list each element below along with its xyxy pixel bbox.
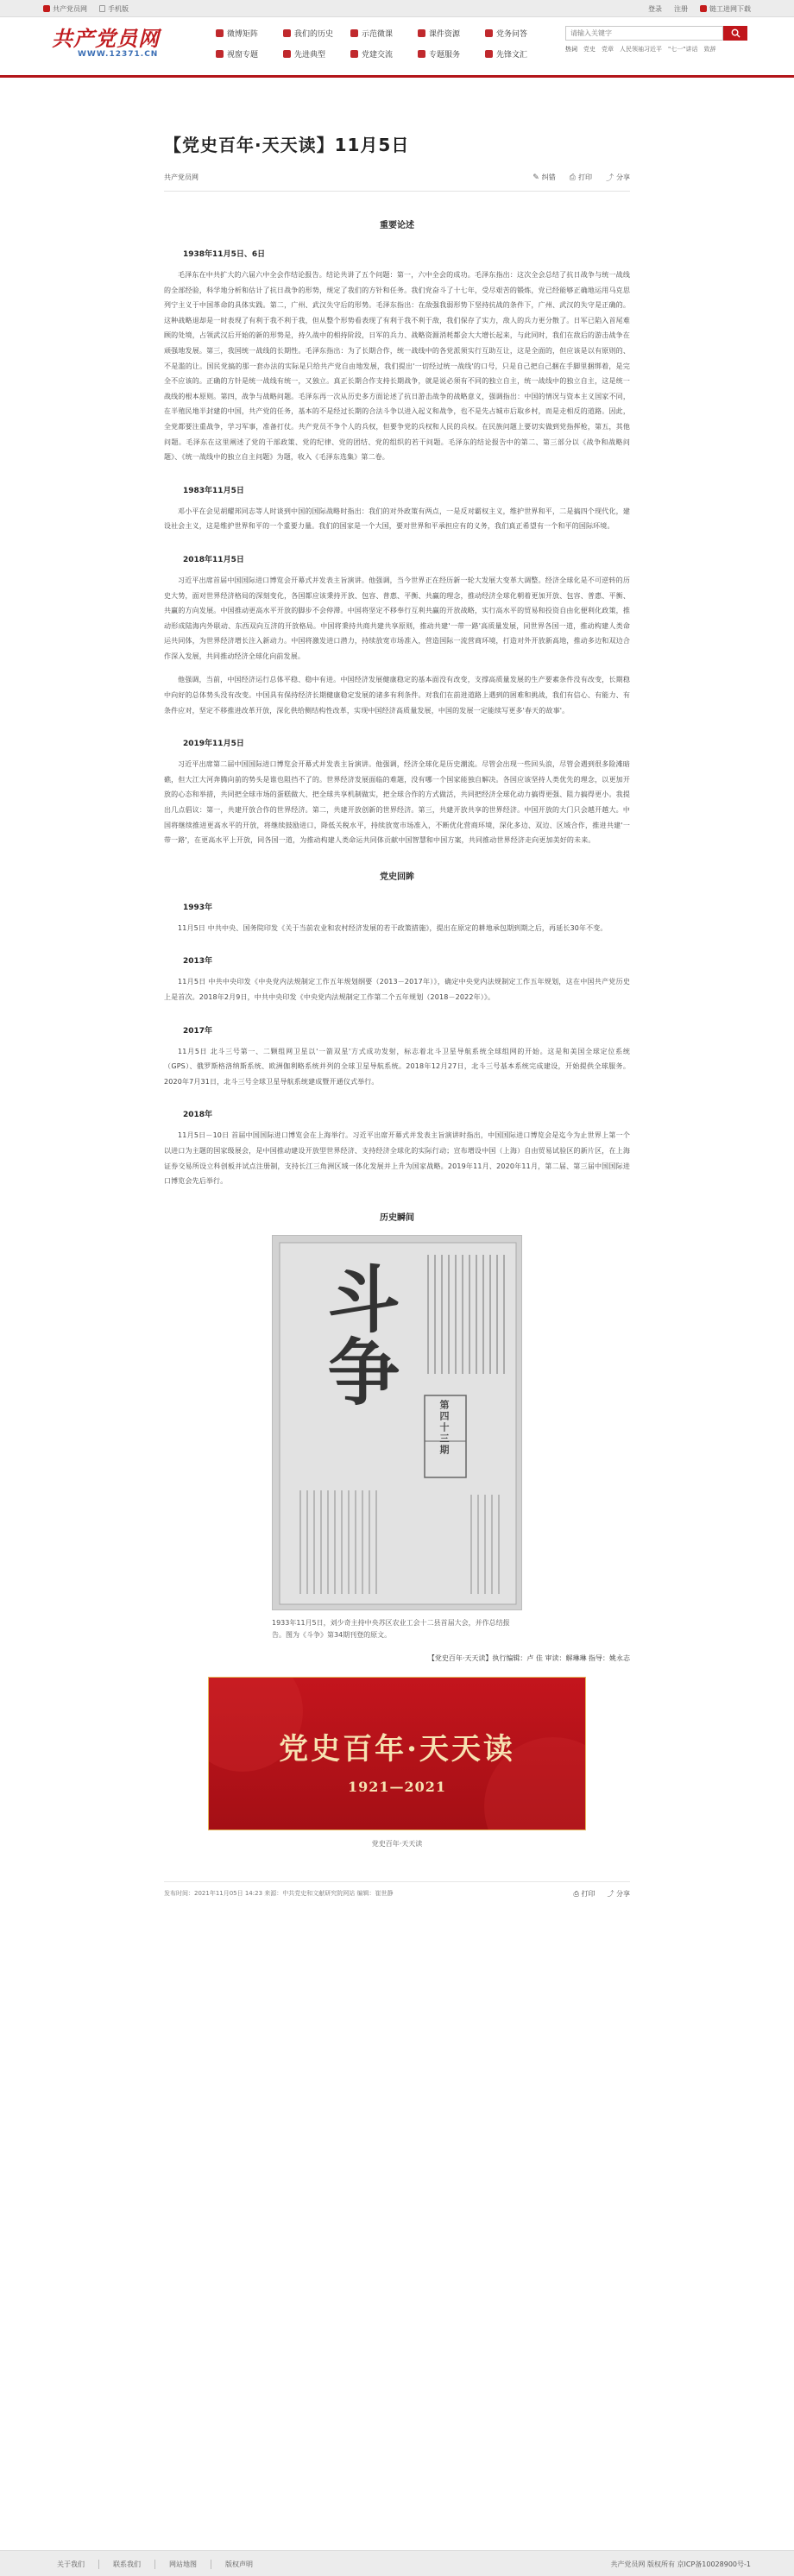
footer-share-button[interactable]: ⤴ 分享 [607, 1889, 630, 1898]
review-year: 2013年 [183, 957, 213, 967]
hot-word-link[interactable]: "七一"讲话 [668, 46, 698, 53]
article [164, 131, 630, 1899]
review-year: 1993年 [183, 903, 213, 912]
section-title-important: 重要论述 [380, 221, 414, 230]
logo-text: 共产党员网 [52, 26, 160, 51]
hot-word-link[interactable]: 党史 [583, 46, 596, 53]
hot-word-link[interactable]: 人民领袖习近平 [620, 46, 662, 53]
review-year: 2018年 [183, 1111, 213, 1120]
article-footer-meta [164, 1881, 630, 1899]
hot-word-link[interactable]: 党章 [602, 46, 614, 53]
app-icon [700, 5, 707, 12]
search-icon [731, 28, 740, 38]
party-emblem-icon [43, 5, 50, 12]
top-bar [0, 0, 794, 17]
article-meta [164, 172, 630, 192]
article-source: 共产党员网 [164, 173, 198, 181]
section-title-photo: 历史瞬间 [380, 1212, 414, 1223]
nav-icon [283, 50, 291, 58]
newspaper-issue: 第四十三期 [438, 1399, 450, 1456]
nav-item[interactable]: 我们的历史 [283, 26, 350, 40]
nav-item[interactable]: 课件资源 [418, 26, 485, 40]
review-paragraph: 11月5日 中共中央印发《中央党内法规制定工作五年规划纲要（2013－2017年）》，确定中央党内法规制定工作五年规划，这在中国共产党历史上是首次。2018年2月9日，中共中央印发《中央党内法规制定工作第二个五年规划（2018－2022年）》。 [164, 978, 630, 1001]
share-icon: ⤴ [605, 174, 614, 183]
copyright: 共产党员网 版权所有 京ICP备10028900号-1 [610, 2560, 751, 2568]
app-download-link[interactable]: 链工进网下载 [700, 4, 751, 14]
photo-caption: 1933年11月5日，刘少奇主持中央苏区农业工会十二县首届大会，并作总结报告。图为《斗争》第34期刊登的原文。 [272, 1618, 510, 1639]
nav-item[interactable]: 先锋文汇 [485, 47, 552, 60]
series-banner [208, 1677, 586, 1830]
banner-years: 1921—2021 [347, 1778, 447, 1795]
hot-words: 热词 党史 党章 人民领袖习近平 "七一"讲话 致辞 [565, 46, 716, 53]
footer-link[interactable]: 网站地图 [155, 2560, 211, 2569]
logo-url: WWW.12371.CN [78, 50, 159, 59]
event-paragraph: 他强调，当前，中国经济运行总体平稳、稳中有进。中国经济发展健康稳定的基本面没有改变，支撑高质量发展的生产要素条件没有改变，长期稳中向好的总体势头没有改变。中国具有保持经济长期健康稳定发展的诸多有利条件。对我们在前进道路上遇到的困难和挑战，我们有信心、有能力、有条件应对，坚定不移推进改革开放，深化供给侧结构性改革，实现中国经济高质量发展，中国的发展一定能续写更多'春天的故事'。 [164, 676, 630, 715]
event-paragraph: 习近平出席第二届中国国际进口博览会开幕式并发表主旨演讲。他强调，经济全球化是历史潮流。尽管会出现一些回头浪，尽管会遇到很多险滩暗礁，但大江大河奔腾向前的势头是谁也阻挡不了的。世界经济发展面临的难题，没有哪一个国家能独自解决。各国应该坚持人类优先的理念，以更加开放的心态和举措，共同把全球市场的蛋糕做大、把全球共享机制做实，把全球合作的方式做活，共同把经济全球化动力搞得更强、阻力搞得更小。我提出几点倡议：第一，共建开放合作的世界经济。第二，共建开放创新的世界经济。第三，共建开放共享的世界经济。中国开放的大门只会越开越大。中国将继续推进更高水平的开放，将继续鼓励进口，降低关税水平，持续放宽市场准入，不断优化营商环境，深化多边、双边、区域合作，推进共建'一带一路'，在更高水平上开放，同各国一道，为推动构建人类命运共同体贡献中国智慧和中国方案，共同推动世界经济走向更加美好的未来。 [164, 760, 630, 845]
search-box [565, 26, 751, 54]
mobile-link[interactable]: 手机版 [99, 4, 129, 14]
correction-button[interactable]: ✎ 纠错 [532, 173, 556, 182]
footer-tools [574, 1889, 631, 1899]
nav-icon [350, 29, 358, 37]
newspaper-masthead: 斗争 [316, 1261, 401, 1407]
historical-newspaper-photo [272, 1235, 522, 1610]
site-footer [0, 2550, 794, 2576]
footer-link[interactable]: 关于我们 [43, 2560, 99, 2569]
hot-word-link[interactable]: 致辞 [703, 46, 716, 53]
search-input[interactable] [565, 26, 723, 41]
print-icon: ⎙ [569, 173, 576, 182]
footer-link[interactable]: 版权声明 [225, 2560, 253, 2568]
nav-item[interactable]: 先进典型 [283, 47, 350, 60]
editor-credits: 【党史百年·天天读】执行编辑：卢 佳 审读：解琳琳 指导：姚永志 [427, 1653, 630, 1662]
section-title-review: 党史回眸 [380, 872, 414, 882]
nav-item[interactable]: 视窗专题 [216, 47, 283, 60]
event-paragraph: 习近平出席首届中国国际进口博览会开幕式并发表主旨演讲。他强调，当今世界正在经历新一轮大发展大变革大调整。经济全球化是不可逆转的历史大势，面对世界经济格局的深刻变化，各国都应该秉持开放、包容、普惠、平衡、共赢的理念，推动经济全球化朝着更加开放、包容、普惠、平衡、共赢的方向发展。中国推动更高水平开放的脚步不会停滞。中国将坚定不移奉行互利共赢的开放战略，实行高水平的贸易和投资自由化便利化政策，推动形成陆海内外联动、东西双向互济的开放格局。中国将秉持共商共建共享原则，推动共建'一带一路'高质量发展，同世界各国一道，推动构建人类命运共同体，为世界经济增长注入新动力。中国将激发进口潜力，持续放宽市场准入，营造国际一流营商环境，打造对外开放新高地，推动多边和双边合作深入发展，共同推动经济全球化向前发展。 [164, 576, 630, 660]
nav-item[interactable]: 示范微课 [350, 26, 418, 40]
article-title: 【党史百年·天天读】11月5日 [164, 135, 410, 155]
nav-icon [283, 29, 291, 37]
nav-icon [418, 50, 425, 58]
event-paragraph: 邓小平在会见胡耀邦同志等人时谈到中国的国际战略时指出：我们的对外政策有两点，一是反对霸权主义，维护世界和平，二是搞四个现代化，建设社会主义，这是维护世界和平的一个重要力量。我们的国家是一个大国，要对世界和平承担应有的义务，我们真正希望有一个和平的国际环境。 [164, 507, 630, 531]
search-button[interactable] [723, 26, 747, 41]
footer-link[interactable]: 联系我们 [99, 2560, 155, 2569]
register-link[interactable]: 注册 [674, 4, 688, 13]
review-year: 2017年 [183, 1026, 213, 1036]
login-link[interactable]: 登录 [648, 4, 662, 13]
site-home-link[interactable]: 共产党员网 [43, 4, 87, 14]
share-button[interactable]: ⤴ 分享 [605, 173, 630, 183]
nav-icon [485, 50, 493, 58]
main-nav [216, 26, 552, 60]
print-button[interactable]: ⎙ 打印 [569, 173, 592, 182]
site-header [0, 17, 794, 78]
event-date: 1938年11月5日、6日 [183, 250, 266, 259]
banner-title: 党史百年·天天读 [279, 1731, 515, 1767]
banner-caption: 党史百年·天天读 [371, 1839, 423, 1848]
edit-icon: ✎ [532, 173, 539, 182]
nav-item[interactable]: 党务问答 [485, 26, 552, 40]
footer-print-button[interactable]: ⎙ 打印 [573, 1889, 596, 1898]
nav-item[interactable]: 微博矩阵 [216, 26, 283, 40]
nav-item[interactable]: 党建交流 [350, 47, 418, 60]
nav-icon [216, 29, 224, 37]
publish-info: 发布时间：2021年11月05日 14:23 来源：中共党史和文献研究院网站 编辑：崔世静 [164, 1890, 394, 1898]
event-paragraph: 毛泽东在中共扩大的六届六中全会作结论报告。结论共讲了五个问题：第一，六中全会的成功。毛泽东指出：这次全会总结了抗日战争与统一战线的全部经验，科学地分析和估计了抗日战争的形势，规定了我们的方针和任务。我们党奋斗了十七年，受尽艰苦的锻炼，党已经能够正确地运用马克思列宁主义于中国革命的具体实践。第二，广州、武汉失守后的形势。毛泽东指出：在敌强我弱形势下坚持抗战的条件下，广州、武汉的失守是正确的。这种战略退却是一时表现了有利于我不利于我，但从整个形势看表现了有利于我不利于敌，我们保存了实力，敌人的兵力更分散了。日军已陷入首尾难顾的处境，占领武汉后开始的新的形势是，持久战中的相持阶段，日军的兵力、战略资源消耗都会大大增长起来，与此同时，我们在敌后的游击战争在顽强地发展。第三，我国统一战线的长期性。毛泽东指出：为了长期合作，统一战线中的各党派须实行互助互让，这是全面的，但应该是以有原则的、不是滥的让。国民党搞的那一套办法的实际是只给共产党自由地发展，我们提出'一切经过统一战线'的口号，只是自己把自己捆在手脚里捆绑着，是完全不应该的。正确的方针是统一战线有统一，又独立。真正长期合作支持长期战争，就是说必须有不同的独立自主，统一战线中的独立自主，这是统一战线的根本原则。第四，战争与战略问题。毛泽东再一次从历史多方面论述了抗日游击战争的战略意义，强调指出：中国的情况与资本主义国家不同，在半殖民地半封建的中国，共产党的任务，基本的不是经过长期的合法斗争以进入起义和战争，也不是先占城市后取乡村，而是走相反的道路。因此，全党都要注重战争，学习军事，准备打仗。共产党员不争个人的兵权，但要争党的兵权和人民的兵权。在民族问题上要切实做到党指挥枪，第五，其他问题。毛泽东在这里阐述了党的干部政策、党的纪律、党的团结、党的组织的若干问题。毛泽东的结论报告中的第二、第三部分以《战争和战略问题》、《统一战线中的独立自主问题》为题，收入《毛泽东选集》第二卷。 [164, 271, 630, 462]
event-date: 2019年11月5日 [183, 740, 244, 749]
article-tools [532, 172, 630, 183]
review-paragraph: 11月5日－10日 首届中国国际进口博览会在上海举行。习近平出席开幕式并发表主旨演讲时指出，中国国际进口博览会是迄今为止世界上第一个以进口为主题的国家级展会，是中国推动建设开放型世界经济、支持经济全球化的实际行动；宣布增设中国（上海）自由贸易试验区的新片区，在上海证券交易所设立科创板并试点注册制，支持长江三角洲区域一体化发展并上升为国家战略。2019年11月、2020年11月，第二届、第三届中国国际进口博览会先后举行。 [164, 1131, 630, 1186]
nav-icon [350, 50, 358, 58]
nav-item[interactable]: 专题服务 [418, 47, 485, 60]
event-date: 2018年11月5日 [183, 555, 244, 564]
mobile-icon [99, 5, 105, 12]
nav-icon [485, 29, 493, 37]
review-paragraph: 11月5日 北斗三号第一、二颗组网卫星以'一箭双星'方式成功发射，标志着北斗卫星导航系统全球组网的开始。这是和美国全球定位系统（GPS）、俄罗斯格洛纳斯系统、欧洲伽利略系统并列的全球卫星导航系统。2018年12月27日，北斗三号基本系统完成建设，开始提供全球服务。2020年7月31日，北斗三号全球卫星导航系统建成暨开通仪式举行。 [164, 1047, 630, 1086]
review-paragraph: 11月5日 中共中央、国务院印发《关于当前农业和农村经济发展的若干政策措施》，提出在原定的耕地承包期到期之后，再延长30年不变。 [178, 923, 608, 932]
footer-links [43, 2560, 267, 2569]
nav-icon [216, 50, 224, 58]
event-date: 1983年11月5日 [183, 486, 244, 495]
nav-icon [418, 29, 425, 37]
site-logo[interactable] [52, 28, 173, 67]
